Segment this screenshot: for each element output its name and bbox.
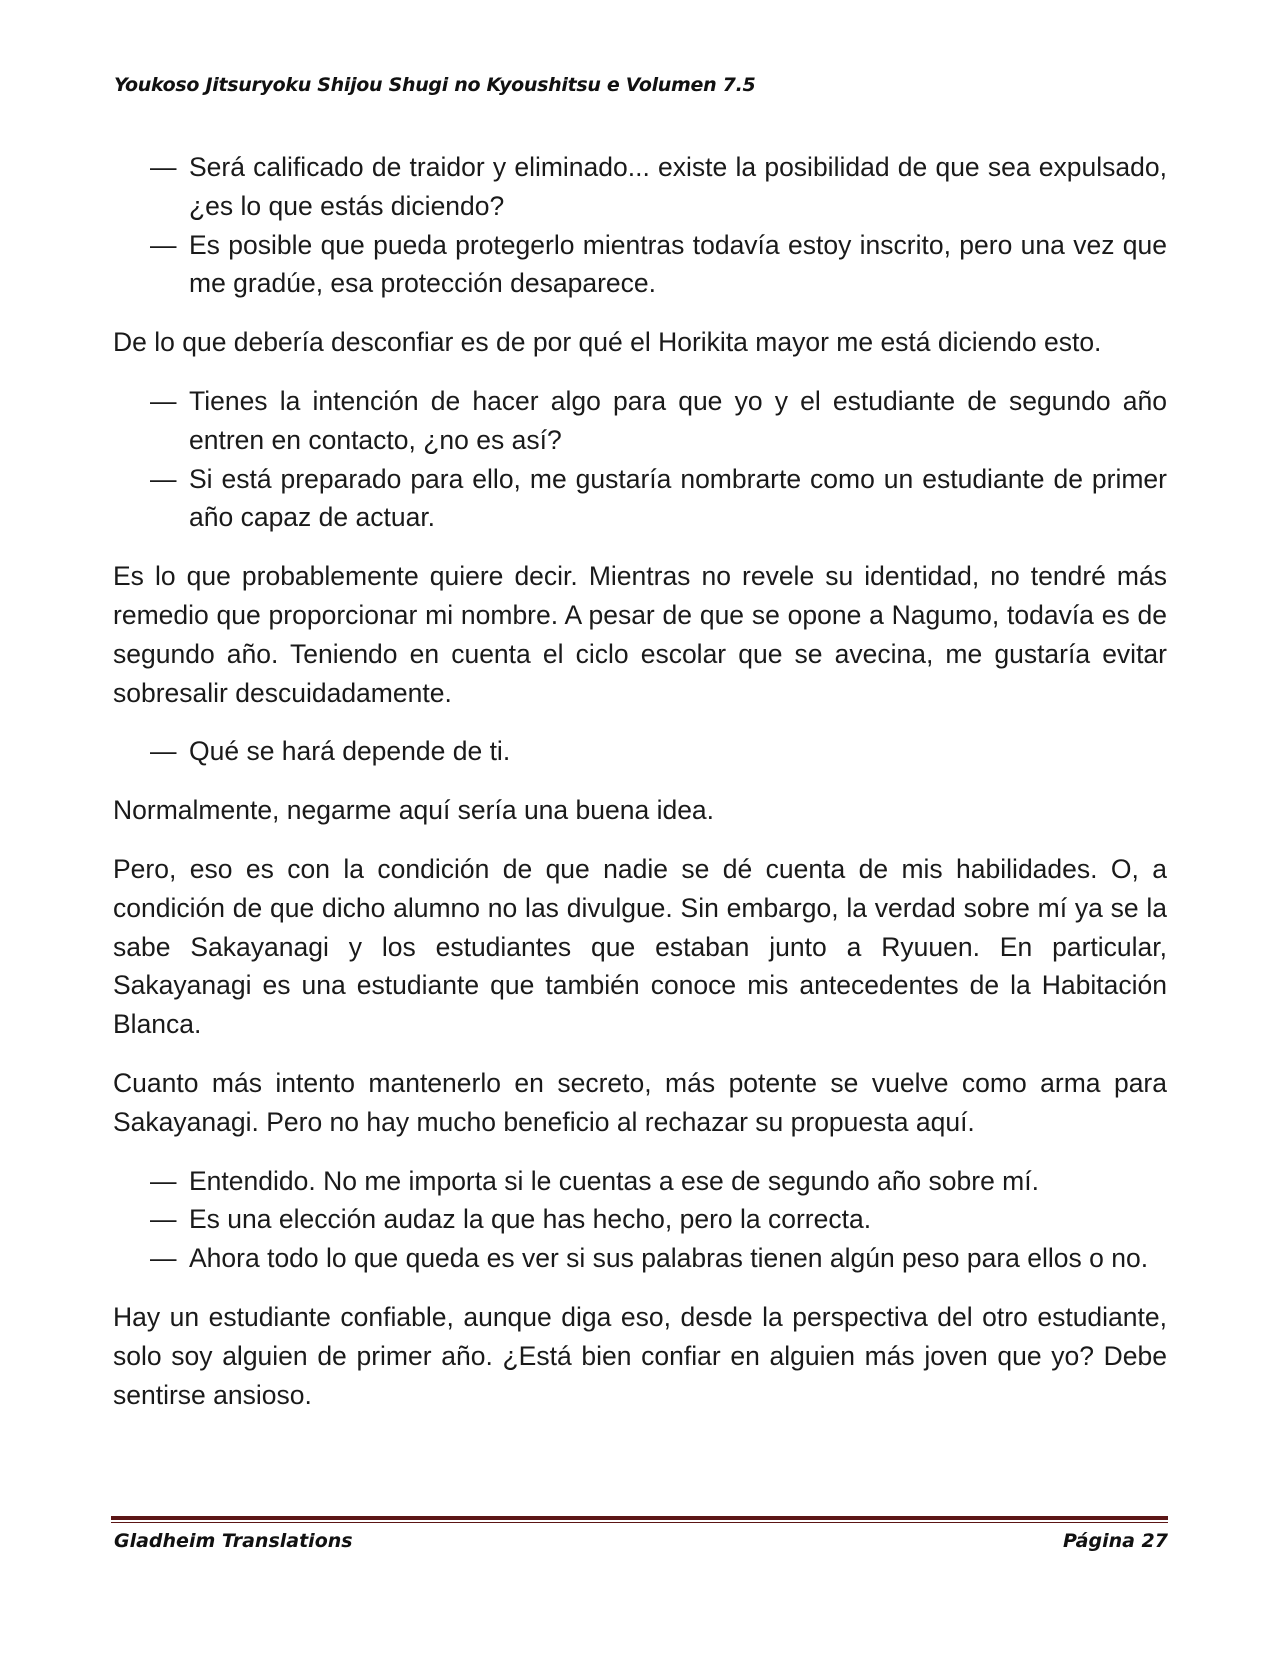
em-dash: —: [150, 736, 177, 767]
dialogue-block: [113, 1162, 1167, 1278]
dialogue-line: [113, 1200, 1167, 1239]
dialogue-text: Si está preparado para ello, me gustaría nombrarte como un estudiante de primer año capaz de actuar.: [189, 463, 1167, 533]
dialogue-text: Tienes la intención de hacer algo para que yo y el estudiante de segundo año entren en contacto, ¿no es así?: [189, 385, 1167, 455]
dialogue-block: [113, 148, 1167, 303]
dialogue-line: [113, 1239, 1167, 1278]
em-dash: —: [150, 385, 177, 416]
narration-paragraph: De lo que debería desconfiar es de por qué el Horikita mayor me está diciendo esto.: [113, 327, 1102, 358]
footer-divider-thick: [111, 1516, 1168, 1520]
running-header: Youkoso Jitsuryoku Shijou Shugi no Kyoushitsu e Volumen 7.5: [114, 74, 756, 96]
dialogue-line: [113, 148, 1167, 226]
dialogue-text: Será calificado de traidor y eliminado... existe la posibilidad de que sea expulsado, ¿es lo que estás diciendo?: [189, 152, 1167, 221]
dialogue-line: [113, 732, 1167, 771]
footer-divider-thin: [111, 1522, 1168, 1523]
dialogue-line: [113, 1162, 1167, 1201]
dialogue-block: [113, 382, 1167, 537]
narration-paragraph: Cuanto más intento mantenerlo en secreto, más potente se vuelve como arma para Sakayanagi. Pero no hay mucho beneficio al rechazar su propuesta aquí.: [113, 1067, 1167, 1137]
dialogue-text: Es posible que pueda protegerlo mientras todavía estoy inscrito, pero una vez que me gradúe, esa protección desaparece.: [189, 229, 1167, 299]
em-dash: —: [150, 229, 177, 260]
footer-divider: [111, 1516, 1168, 1523]
dialogue-line: [113, 460, 1167, 538]
em-dash: —: [150, 152, 177, 182]
dialogue-line: [113, 226, 1167, 304]
em-dash: —: [150, 1243, 177, 1274]
narration-paragraph: Hay un estudiante confiable, aunque diga eso, desde la perspectiva del otro estudiante, solo soy alguien de primer año. ¿Está bien confiar en alguien más joven que yo? Debe sentirse ansioso.: [113, 1301, 1167, 1410]
footer-publisher: Gladheim Translations: [114, 1530, 353, 1552]
dialogue-block: [113, 732, 1167, 771]
narration-paragraph: Es lo que probablemente quiere decir. Mientras no revele su identidad, no tendré más remedio que proporcionar mi nombre. A pesar de que se opone a Nagumo, todavía es de segundo año. Teniendo en cuenta el ciclo escolar que se avecina, me gustaría evitar sobresalir descuidadamente.: [113, 561, 1167, 708]
em-dash: —: [150, 463, 177, 494]
narration-paragraph: Pero, eso es con la condición de que nadie se dé cuenta de mis habilidades. O, a condición de que dicho alumno no las divulgue. Sin embargo, la verdad sobre mí ya se la sabe Sakayanagi y los estudiantes que estaban junto a Ryuuen. En particular, Sakayanagi es una estudiante que también conoce mis antecedentes de la Habitación Blanca.: [113, 853, 1167, 1040]
dialogue-text: Qué se hará depende de ti.: [189, 736, 511, 767]
dialogue-text: Entendido. No me importa si le cuentas a ese de segundo año sobre mí.: [189, 1165, 1039, 1196]
dialogue-text: Ahora todo lo que queda es ver si sus palabras tienen algún peso para ellos o no.: [189, 1243, 1149, 1274]
page-body: [113, 148, 1167, 1434]
narration-paragraph: Normalmente, negarme aquí sería una buena idea.: [113, 795, 715, 826]
em-dash: —: [150, 1204, 177, 1235]
em-dash: —: [150, 1165, 177, 1196]
page-number: Página 27: [1062, 1530, 1168, 1552]
dialogue-text: Es una elección audaz la que has hecho, pero la correcta.: [189, 1204, 872, 1235]
dialogue-line: [113, 382, 1167, 460]
